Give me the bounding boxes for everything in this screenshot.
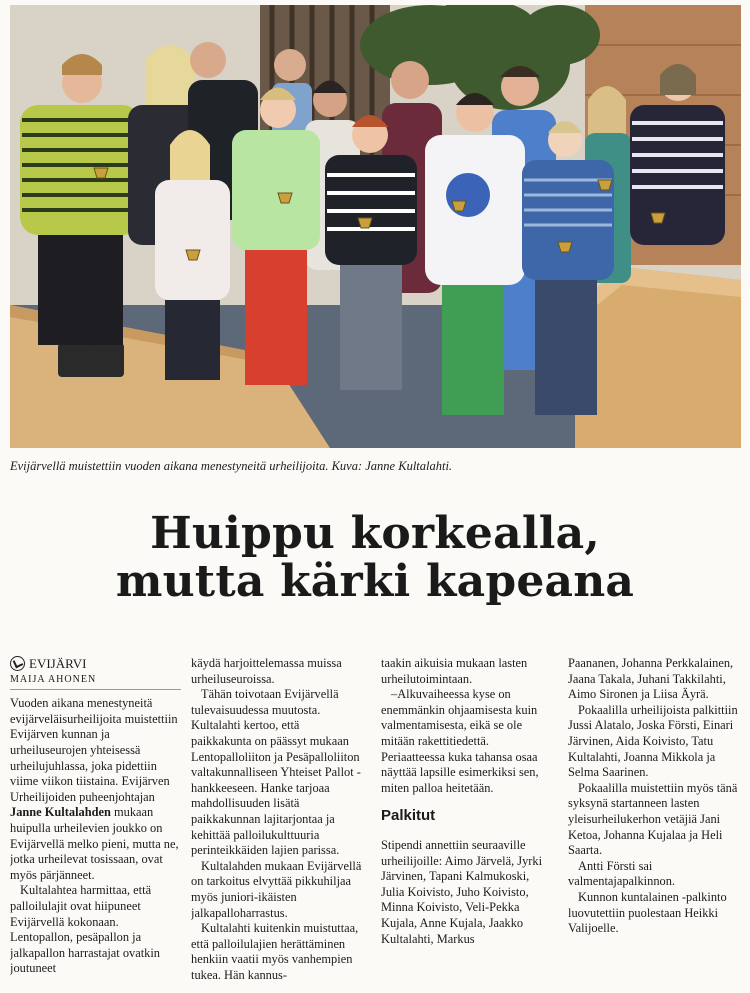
article-column-3 <box>381 656 553 991</box>
paragraph: Pokaalilla urheilijoista palkittiin Jussi Alatalo, Joska Försti, Einari Järvinen, Aida Koivisto, Tatu Kultalahti, Joanna Mikkola ja Selma Saarinen. <box>568 702 738 780</box>
paragraph: –Alkuvaiheessa kyse on enemmänkin ohjaamisesta kuin valmentamisesta, eikä se ole mitään rakettitiedettä. Periaatteessa kuka tahansa osaa näyttää lapsille esimerkiksi sen, miten palloa heitetään. <box>381 687 539 795</box>
group-photo <box>10 5 741 448</box>
headline-line-1: Huippu korkealla, <box>150 508 600 559</box>
paragraph: Kultalahti kuitenkin muistuttaa, että palloilulajien herättäminen henkiin vaatii myös vanhempien tukea. Hän kannus- <box>191 921 359 982</box>
article-column-1 <box>10 656 181 991</box>
headline <box>0 510 750 606</box>
byline-author: MAIJA AHONEN <box>10 672 181 691</box>
text: Vuoden aikana menestyneitä evijärveläisurheilijoita muistettiin Evijärven kunnan ja urheiluseurojen yhteisessä urheilujuhlassa, joka pidettiin viime viikon tiistaina. Evijärven Urheilijoiden puheenjohtajan <box>10 696 178 804</box>
text: mukaan huipulla urheilevien joukko on Evijärvellä melko pieni, mutta ne, jotka urheilevat tosissaan, ovat myös pärjänneet. <box>10 805 179 882</box>
paragraph: Kultalahden mukaan Evijärvellä on tarkoitus elvyttää pikkuhiljaa myös juniori-ikäisten jalkapalloharrastus. <box>191 858 362 920</box>
paragraph: taakin aikuisia mukaan lasten urheilutoimintaan. <box>381 656 528 686</box>
paragraph: Paananen, Johanna Perkkalainen, Jaana Takala, Juhani Takkilahti, Aimo Sironen ja Liisa Äyrä. <box>568 656 734 702</box>
bold-name: Janne Kultalahden <box>10 805 111 820</box>
article-column-4 <box>568 656 743 991</box>
headline-line-2: mutta kärki kapeana <box>115 556 635 607</box>
subheading: Palkitut <box>381 807 436 825</box>
newspaper-logo-icon <box>10 656 25 671</box>
dateline <box>10 656 181 672</box>
paragraph: käydä harjoittelemassa muissa urheiluseuroissa. <box>191 656 342 686</box>
dateline-place: EVIJÄRVI <box>29 656 87 671</box>
paragraph: Kultalahtea harmittaa, että palloilulajit ovat hiipuneet Evijärvellä kokonaan. Lentopallon, pesäpallon ja jalkapallon harrastajat ovatkin joutuneet <box>10 883 161 976</box>
paragraph: Tähän toivotaan Evijärvellä tulevaisuudessa muutosta. Kultalahti kertoo, että paikkakunta on päässyt mukaan Lentopalloliiton ja Pesäpalloliiton valtakunnalliseen Yhteiset Pallot -hankkeeseen. Hanke tarjoaa mahdollisuuden lisätä paikkakunnan lajitarjontaa ja kehittää palloilukulttuuria perinteikkäiden lajien parissa. <box>191 687 361 858</box>
photo-caption: Evijärvellä muistettiin vuoden aikana menestyneitä urheilijoita. Kuva: Janne Kultalahti. <box>10 459 453 473</box>
paragraph: Stipendi annettiin seuraaville urheilijoille: Aimo Järvelä, Jyrki Järvinen, Tapani Kalmukoski, Julia Koivisto, Juho Koivisto, Minna Koivisto, Veli-Pekka Kujala, Anne Kujala, Jaakko Kultalahti, Markus <box>381 837 543 946</box>
paragraph: Kunnon kuntalainen -palkinto luovutettiin puolestaan Heikki Valijoelle. <box>568 889 727 936</box>
paragraph: Pokaalilla muistettiin myös tänä syksynä startanneen lasten yleisurheilukerhon vetäjiä Jani Ketoa, Johanna Kujalaa ja Heli Saarta. <box>568 780 738 858</box>
paragraph: Antti Försti sai valmentajapalkinnon. <box>568 858 676 889</box>
article-column-2 <box>191 656 363 991</box>
paragraph <box>10 696 181 883</box>
